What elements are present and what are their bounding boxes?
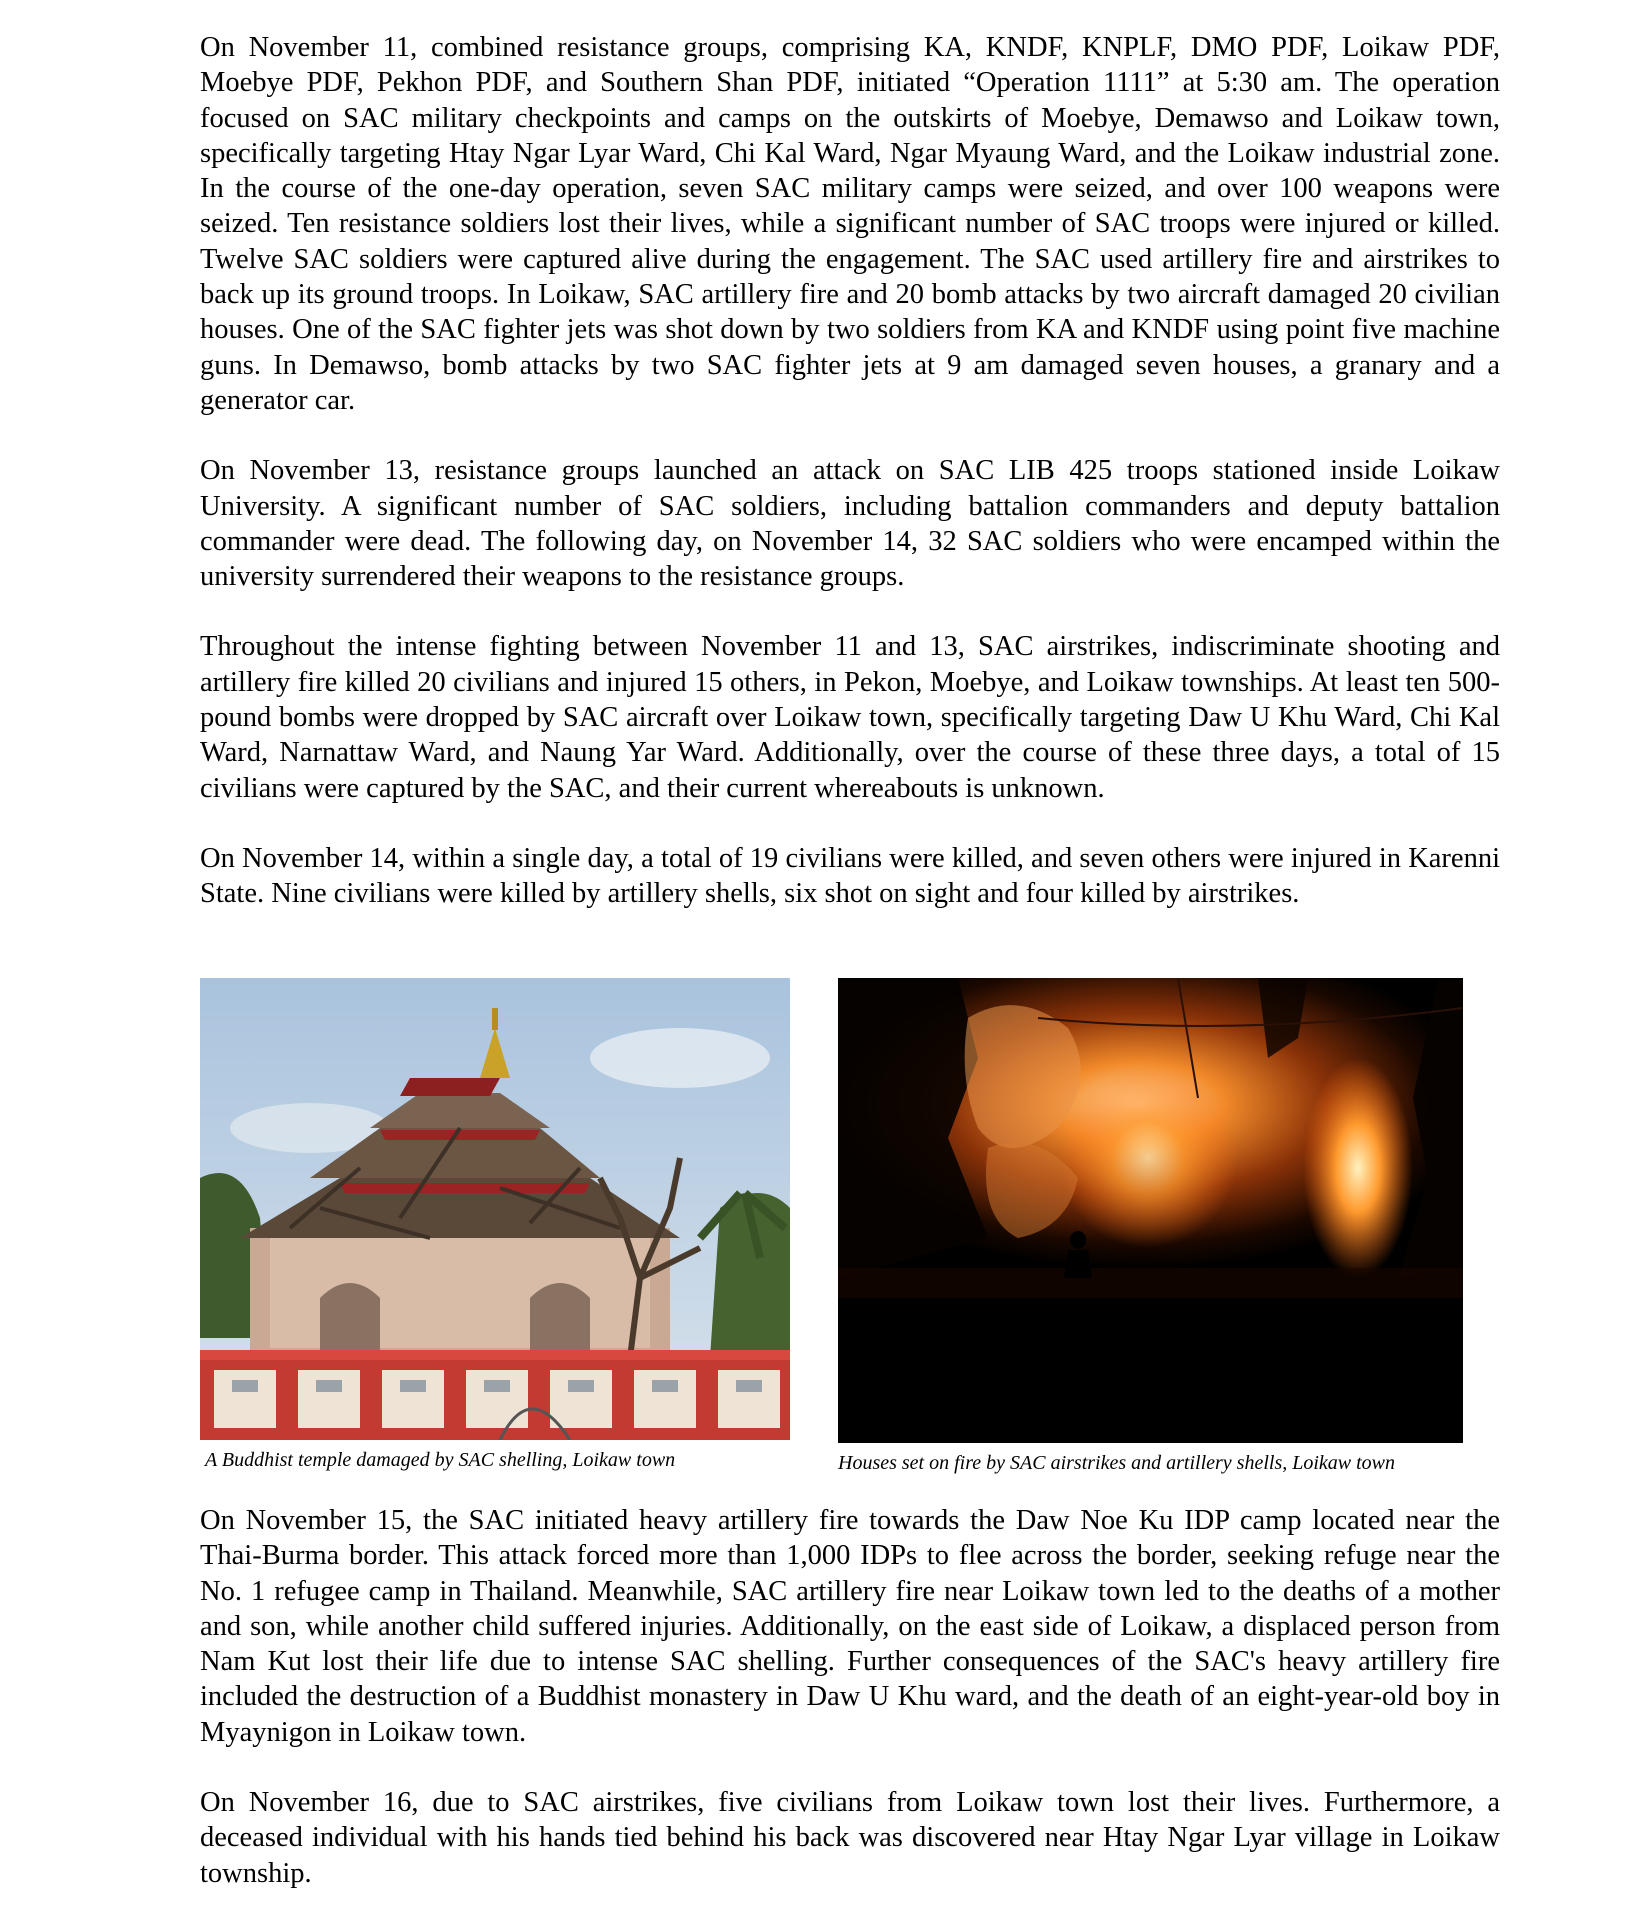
fire-photo: [838, 978, 1463, 1443]
figure-caption-fire: Houses set on fire by SAC airstrikes and artillery shells, Loikaw town: [838, 1452, 1396, 1474]
paragraph-november-16: On November 16, due to SAC airstrikes, five civilians from Loikaw town lost their lives. Furthermore, a deceased individual with his hands tied behind his back was discovered near Htay Ngar Lyar village in Loikaw township.: [200, 1787, 1500, 1889]
document-body-top: [200, 30, 1500, 912]
paragraph-loikaw-university: On November 13, resistance groups launched an attack on SAC LIB 425 troops stationed inside Loikaw University. A significant number of SAC soldiers, including battalion commanders and deputy battalion commander were dead. The following day, on November 14, 32 SAC soldiers who were encamped within the university surrendered their weapons to the resistance groups.: [200, 455, 1500, 593]
paragraph-november-14: On November 14, within a single day, a total of 19 civilians were killed, and seven others were injured in Karenni State. Nine civilians were killed by artillery shells, six shot on sight and four killed by airstrikes.: [200, 842, 1500, 910]
temple-photo: [200, 978, 790, 1440]
figure-temple: [200, 978, 790, 1472]
paragraph-operation-1111: On November 11, combined resistance groups, comprising KA, KNDF, KNPLF, DMO PDF, Loikaw PDF, Moebye PDF, Pekhon PDF, and Southern Shan PDF, initiated “Operation 1111” at 5:30 am. The operation focused on SAC military checkpoints and camps on the outskirts of Moebye, Demawso and Loikaw town, specifically targeting Htay Ngar Lyar Ward, Chi Kal Ward, Ngar Myaung Ward, and the Loikaw industrial zone. In the course of the one-day operation, seven SAC military camps were seized, and over 100 weapons were seized. Ten resistance soldiers lost their lives, while a significant number of SAC troops were injured or killed. Twelve SAC soldiers were captured alive during the engagement. The SAC used artillery fire and airstrikes to back up its ground troops. In Loikaw, SAC artillery fire and 20 bomb attacks by two aircraft damaged 20 civilian houses. One of the SAC fighter jets was shot down by two soldiers from KA and KNDF using point five machine guns. In Demawso, bomb attacks by two SAC fighter jets at 9 am damaged seven houses, a granary and a generator car.: [200, 32, 1500, 416]
figure-row: [200, 978, 1500, 1478]
paragraph-civilian-casualties: Throughout the intense fighting between November 11 and 13, SAC airstrikes, indiscriminate shooting and artillery fire killed 20 civilians and injured 15 others, in Pekon, Moebye, and Loikaw townships. At least ten 500-pound bombs were dropped by SAC aircraft over Loikaw town, specifically targeting Daw U Khu Ward, Chi Kal Ward, Narnattaw Ward, and Naung Yar Ward. Additionally, over the course of these three days, a total of 15 civilians were captured by the SAC, and their current whereabouts is unknown.: [200, 631, 1500, 804]
paragraph-november-15: On November 15, the SAC initiated heavy artillery fire towards the Daw Noe Ku IDP camp located near the Thai-Burma border. This attack forced more than 1,000 IDPs to flee across the border, seeking refuge near the No. 1 refugee camp in Thailand. Meanwhile, SAC artillery fire near Loikaw town led to the deaths of a mother and son, while another child suffered injuries. Additionally, on the east side of Loikaw, a displaced person from Nam Kut lost their life due to intense SAC shelling. Further consequences of the SAC's heavy artillery fire included the destruction of a Buddhist monastery in Daw U Khu ward, and the death of an eight-year-old boy in Myaynigon in Loikaw town.: [200, 1505, 1500, 1748]
figure-fire: [838, 978, 1463, 1475]
document-body-bottom: [200, 1503, 1500, 1891]
figure-caption-temple: A Buddhist temple damaged by SAC shelling, Loikaw town: [205, 1449, 676, 1471]
